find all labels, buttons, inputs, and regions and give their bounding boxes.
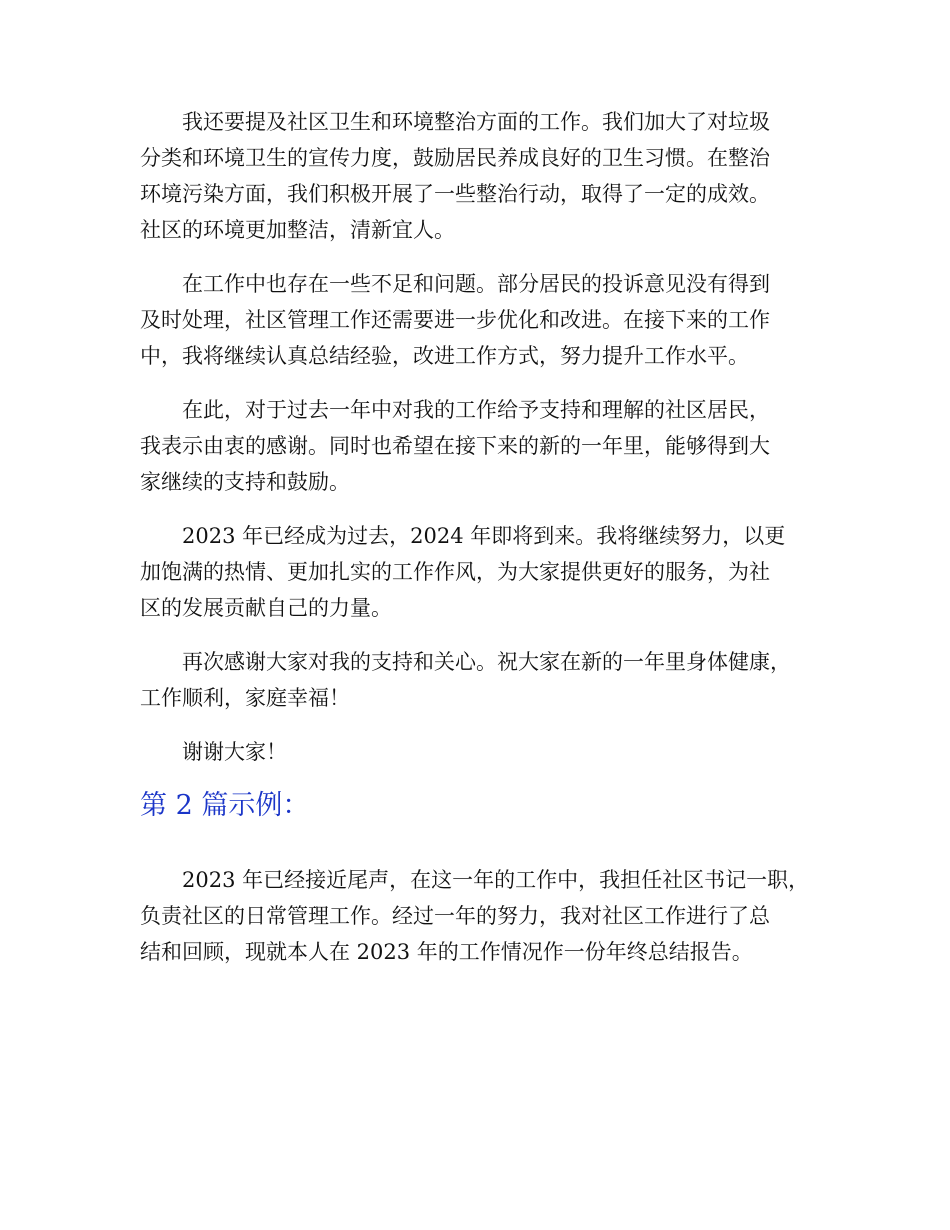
document-body xyxy=(140,104,840,988)
paragraph-line: 在工作中也存在一些不足和问题。部分居民的投诉意见没有得到 xyxy=(182,272,770,296)
paragraph-line: 中，我将继续认真总结经验，改进工作方式，努力提升工作水平。 xyxy=(140,344,749,368)
paragraph-line: 及时处理，社区管理工作还需要进一步优化和改进。在接下来的工作 xyxy=(140,308,770,332)
paragraph-line: 我还要提及社区卫生和环境整治方面的工作。我们加大了对垃圾 xyxy=(182,110,770,134)
paragraph-line: 社区的环境更加整洁，清新宜人。 xyxy=(140,218,455,242)
section-heading: 第 2 篇示例： xyxy=(140,790,310,821)
paragraph-shortcomings xyxy=(140,266,840,374)
paragraph-line: 结和回顾，现就本人在 2023 年的工作情况作一份年终总结报告。 xyxy=(140,940,753,964)
paragraph-sanitation xyxy=(140,104,840,248)
paragraph-line: 分类和环境卫生的宣传力度，鼓励居民养成良好的卫生习惯。在整治 xyxy=(140,146,770,170)
paragraph-example-2-intro xyxy=(140,862,840,970)
paragraph-wishes xyxy=(140,644,840,716)
paragraph-line: 谢谢大家！ xyxy=(182,740,287,764)
paragraph-line: 区的发展贡献自己的力量。 xyxy=(140,596,392,620)
paragraph-line: 2023 年已经成为过去，2024 年即将到来。我将继续努力，以更 xyxy=(182,524,786,548)
paragraph-line: 环境污染方面，我们积极开展了一些整治行动，取得了一定的成效。 xyxy=(140,182,770,206)
paragraph-line: 负责社区的日常管理工作。经过一年的努力，我对社区工作进行了总 xyxy=(140,904,770,928)
paragraph-line: 工作顺利，家庭幸福！ xyxy=(140,686,350,710)
paragraph-line: 加饱满的热情、更加扎实的工作作风，为大家提供更好的服务，为社 xyxy=(140,560,770,584)
paragraph-thanks-residents xyxy=(140,392,840,500)
paragraph-new-year xyxy=(140,518,840,626)
paragraph-line: 在此，对于过去一年中对我的工作给予支持和理解的社区居民， xyxy=(182,398,770,422)
paragraph-closing xyxy=(140,734,840,770)
paragraph-line: 家继续的支持和鼓励。 xyxy=(140,470,350,494)
paragraph-line: 2023 年已经接近尾声，在这一年的工作中，我担任社区书记一职， xyxy=(182,868,810,892)
paragraph-line: 再次感谢大家对我的支持和关心。祝大家在新的一年里身体健康， xyxy=(182,650,791,674)
paragraph-line: 我表示由衷的感谢。同时也希望在接下来的新的一年里，能够得到大 xyxy=(140,434,770,458)
